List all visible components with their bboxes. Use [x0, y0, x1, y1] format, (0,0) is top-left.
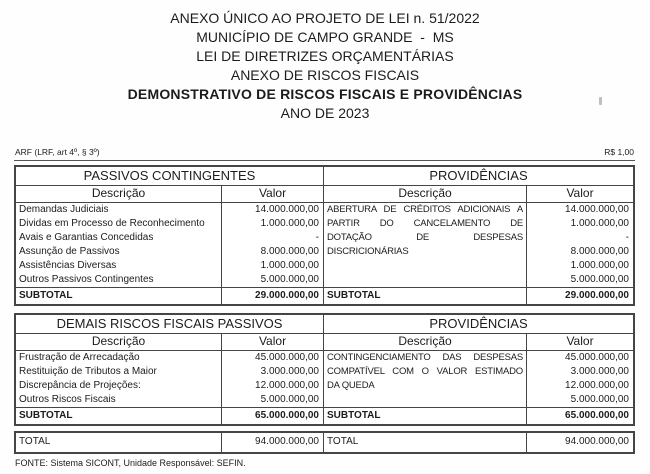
table-row-prov-valor: 8.000.000,00	[570, 246, 629, 257]
table1-valor-column	[221, 203, 323, 287]
demais-riscos-fiscais-table	[14, 313, 635, 426]
total-label-right: TOTAL	[323, 433, 526, 452]
table-row-prov-valor: 1.000.000,00	[570, 260, 629, 271]
table1-subtotal-valor-right: 29.000.000,00	[526, 287, 633, 304]
providencia-line: DA QUEDA	[327, 380, 375, 391]
providencia-line: CONTINGENCIAMENTO DAS DESPESAS	[327, 352, 523, 363]
table2-providencias-text	[323, 351, 526, 407]
table-row-valor: 12.000.000,00	[255, 380, 319, 391]
table-row-desc: Frustração de Arrecadação	[19, 352, 140, 363]
table2-prov-valor-column	[526, 351, 633, 407]
table1-colheader-valor-left: Valor	[221, 186, 323, 203]
table-row-desc: Outros Riscos Fiscais	[19, 394, 116, 405]
header-line-municipio: MUNICÍPIO DE CAMPO GRANDE - MS	[196, 29, 454, 45]
table2-subtotal-valor-right: 65.000.000,00	[526, 407, 633, 424]
table-row-desc: Outros Passivos Contingentes	[19, 274, 154, 285]
table-row-valor: 8.000.000,00	[260, 246, 319, 257]
table-row-desc: Demandas Judiciais	[19, 204, 109, 215]
total-row-table	[14, 431, 635, 454]
table1-left-title: PASSIVOS CONTINGENTES	[16, 167, 323, 186]
table-row-prov-valor: 14.000.000,00	[565, 204, 629, 215]
table1-colheader-valor-right: Valor	[526, 186, 633, 203]
header-line-anexo-projeto: ANEXO ÚNICO AO PROJETO DE LEI n. 51/2022	[170, 10, 480, 26]
table-row-desc: Dividas em Processo de Reconhecimento	[19, 218, 205, 229]
providencia-line: DISCRICIONÁRIAS	[327, 246, 409, 257]
table-row-prov-valor: 3.000.000,00	[570, 366, 629, 377]
providencia-line: PARTIR DO CANCELAMENTO DE	[327, 218, 523, 229]
table1-desc-column	[16, 203, 221, 287]
table1-subtotal-label-left: SUBTOTAL	[16, 287, 221, 304]
table1-colheader-descricao-right: Descrição	[323, 186, 526, 203]
passivos-contingentes-table	[14, 165, 635, 306]
table-row-valor: 3.000.000,00	[260, 366, 319, 377]
table2-valor-column	[221, 351, 323, 407]
providencia-line: DOTAÇÃO DE DESPESAS	[327, 232, 523, 243]
table-row-prov-valor: 5.000.000,00	[570, 274, 629, 285]
scan-artifact-mark	[599, 97, 602, 105]
total-valor-left: 94.000.000,00	[221, 433, 323, 452]
header-line-ldo: LEI DE DIRETRIZES ORÇAMENTÁRIAS	[196, 48, 454, 64]
table2-subtotal-label-right: SUBTOTAL	[323, 407, 526, 424]
meta-row	[14, 147, 635, 161]
table-row-desc: Discrepância de Projeções:	[19, 380, 141, 391]
table1-providencias-text	[323, 203, 526, 287]
table2-colheader-valor-left: Valor	[221, 334, 323, 351]
providencia-line: ABERTURA DE CRÉDITOS ADICIONAIS A	[327, 204, 523, 215]
table1-colheader-descricao-left: Descrição	[16, 186, 221, 203]
table-row-valor: 45.000.000,00	[255, 352, 319, 363]
table1-subtotal-label-right: SUBTOTAL	[323, 287, 526, 304]
table-row-valor: 5.000.000,00	[260, 394, 319, 405]
table-row-desc: Avais e Garantias Concedidas	[19, 232, 154, 243]
arf-reference-label: ARF (LRF, art 4º, § 3º)	[15, 147, 100, 157]
table-row-prov-valor: 5.000.000,00	[570, 394, 629, 405]
page-title: DEMONSTRATIVO DE RISCOS FISCAIS E PROVIDÊNCIAS	[127, 86, 523, 102]
header-line-ano: ANO DE 2023	[280, 105, 370, 121]
table-row-valor: 1.000.000,00	[260, 218, 319, 229]
table-row-desc: Assunção de Passivos	[19, 246, 120, 257]
table-row-prov-valor: 1.000.000,00	[570, 218, 629, 229]
table-row-prov-valor: 12.000.000,00	[565, 380, 629, 391]
document-body	[14, 147, 635, 469]
table1-subtotal-valor-left: 29.000.000,00	[221, 287, 323, 304]
table-row-valor: -	[315, 232, 319, 243]
currency-unit-label: R$ 1,00	[604, 147, 634, 157]
table-row-valor: 5.000.000,00	[260, 274, 319, 285]
table2-colheader-descricao-left: Descrição	[16, 334, 221, 351]
table2-colheader-valor-right: Valor	[526, 334, 633, 351]
table1-prov-valor-column	[526, 203, 633, 287]
table-row-valor: 1.000.000,00	[260, 260, 319, 271]
table2-colheader-descricao-right: Descrição	[323, 334, 526, 351]
header-line-anexo-riscos: ANEXO DE RISCOS FISCAIS	[230, 67, 420, 83]
table1-right-title: PROVIDÊNCIAS	[323, 167, 633, 186]
document-header	[0, 0, 650, 123]
table2-subtotal-valor-left: 65.000.000,00	[221, 407, 323, 424]
table2-subtotal-label-left: SUBTOTAL	[16, 407, 221, 424]
table2-left-title: DEMAIS RISCOS FISCAIS PASSIVOS	[16, 315, 323, 334]
table-row-valor: 14.000.000,00	[255, 204, 319, 215]
source-note: FONTE: Sistema SICONT, Unidade Responsável: SEFIN.	[15, 458, 246, 468]
providencia-line: COMPATÍVEL COM O VALOR ESTIMADO	[327, 366, 523, 377]
table2-desc-column	[16, 351, 221, 407]
table-row-prov-valor: 45.000.000,00	[565, 352, 629, 363]
table-row-desc: Assistências Diversas	[19, 260, 117, 271]
total-valor-right: 94.000.000,00	[526, 433, 633, 452]
table-row-prov-valor: -	[625, 232, 629, 243]
table-row-desc: Restituição de Tributos a Maior	[19, 366, 157, 377]
total-label-left: TOTAL	[19, 436, 51, 447]
table2-right-title: PROVIDÊNCIAS	[323, 315, 633, 334]
